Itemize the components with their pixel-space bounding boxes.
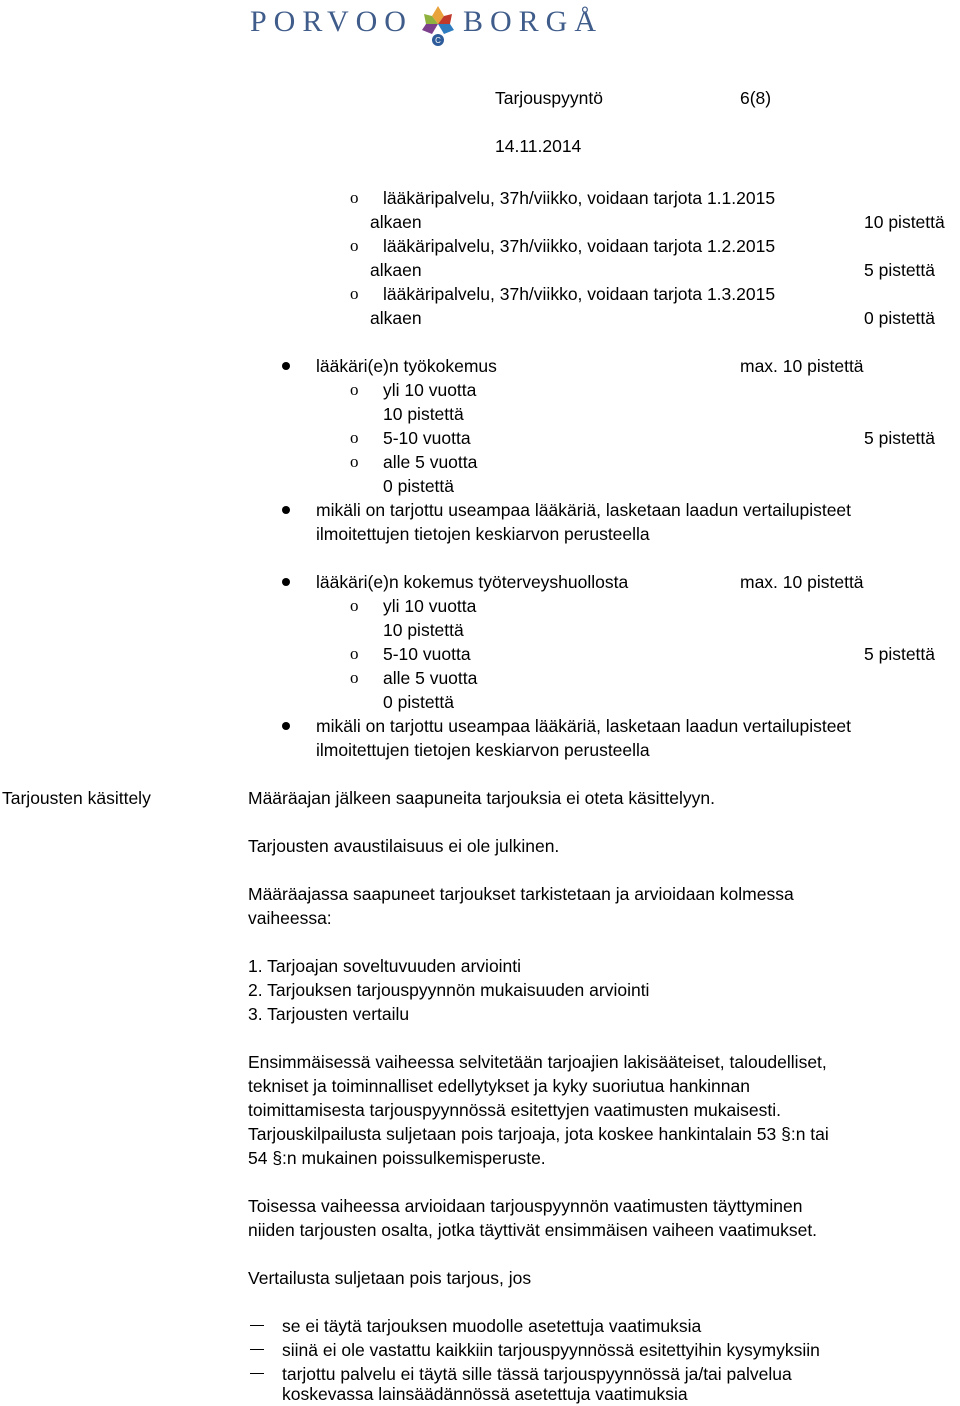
dash-list-item: tarjottu palvelu ei täytä sille tässä tarjouspyynnössä ja/tai palvelua	[282, 1364, 792, 1384]
paragraph: Määräajan jälkeen saapuneita tarjouksia ei oteta käsittelyyn.	[248, 788, 715, 808]
logo-text-borga: BORGÅ	[463, 5, 604, 38]
criteria-note: mikäli on tarjottu useampaa lääkäriä, lasketaan laadun vertailupisteet	[316, 716, 852, 736]
bullet-icon	[282, 722, 290, 730]
paragraph-line: Ensimmäisessä vaiheessa selvitetään tarjoajien lakisääteiset, taloudelliset,	[248, 1052, 827, 1072]
circle-bullet-icon: o	[350, 188, 359, 207]
points-value: 10 pistettä	[864, 212, 945, 232]
document-date: 14.11.2014	[495, 136, 582, 156]
circle-bullet-icon: o	[350, 452, 359, 471]
option-points: 0 pistettä	[383, 692, 455, 712]
dash-list-item: se ei täytä tarjouksen muodolle asetettuja vaatimuksia	[282, 1316, 702, 1336]
option-label: yli 10 vuotta	[383, 596, 477, 616]
paragraph-line: niiden tarjousten osalta, jotka täyttivät ensimmäisen vaiheen vaatimukset.	[248, 1220, 818, 1240]
circle-bullet-icon: o	[350, 236, 359, 255]
circle-bullet-icon: o	[350, 644, 359, 663]
city-emblem-icon	[418, 2, 458, 48]
max-points: max. 10 pistettä	[740, 356, 864, 376]
option-label: alle 5 vuotta	[383, 452, 478, 472]
list-item: lääkäripalvelu, 37h/viikko, voidaan tarjota 1.3.2015	[383, 284, 776, 304]
list-item: lääkäripalvelu, 37h/viikko, voidaan tarjota 1.2.2015	[383, 236, 776, 256]
option-points: 10 pistettä	[383, 404, 464, 424]
option-label: alle 5 vuotta	[383, 668, 478, 688]
circle-bullet-icon: o	[350, 284, 359, 303]
bullet-icon	[282, 362, 290, 370]
option-points: 10 pistettä	[383, 620, 464, 640]
numbered-step: 2. Tarjouksen tarjouspyynnön mukaisuuden arviointi	[248, 980, 650, 1000]
points-value: 0 pistettä	[864, 308, 936, 328]
numbered-step: 1. Tarjoajan soveltuvuuden arviointi	[248, 956, 522, 976]
section-label: Tarjousten käsittely	[2, 788, 151, 808]
list-item-continuation: alkaen	[370, 212, 422, 232]
criteria-heading: lääkäri(e)n työkokemus	[316, 356, 497, 376]
list-item-continuation: alkaen	[370, 308, 422, 328]
paragraph-line: toimittamisesta tarjouspyynnössä esitettyjen vaatimusten mukaisesti.	[248, 1100, 782, 1120]
list-item-continuation: alkaen	[370, 260, 422, 280]
paragraph-line: Toisessa vaiheessa arvioidaan tarjouspyynnön vaatimusten täyttyminen	[248, 1196, 803, 1216]
paragraph-line: tekniset ja toiminnalliset edellytykset ja kyky suoriutua hankinnan	[248, 1076, 750, 1096]
criteria-note: mikäli on tarjottu useampaa lääkäriä, lasketaan laadun vertailupisteet	[316, 500, 852, 520]
paragraph: Tarjousten avaustilaisuus ei ole julkinen.	[248, 836, 560, 856]
circle-bullet-icon: o	[350, 380, 359, 399]
option-points: 0 pistettä	[383, 476, 455, 496]
circle-bullet-icon: o	[350, 668, 359, 687]
document-title: Tarjouspyyntö	[495, 88, 603, 108]
criteria-note-continuation: ilmoitettujen tietojen keskiarvon perusteella	[316, 740, 650, 760]
circle-bullet-icon: o	[350, 428, 359, 447]
bullet-icon	[282, 506, 290, 514]
paragraph: Vertailusta suljetaan pois tarjous, jos	[248, 1268, 532, 1288]
page-number: 6(8)	[740, 88, 772, 108]
option-label: 5-10 vuotta	[383, 644, 471, 664]
paragraph-line: 54 §:n mukainen poissulkemisperuste.	[248, 1148, 546, 1168]
paragraph-continuation: vaiheessa:	[248, 908, 332, 928]
dash-bullet-icon	[250, 1349, 264, 1350]
dash-list-item: siinä ei ole vastattu kaikkiin tarjouspyynnössä esitettyihin kysymyksiin	[282, 1340, 820, 1360]
paragraph: Määräajassa saapuneet tarjoukset tarkistetaan ja arvioidaan kolmessa	[248, 884, 794, 904]
criteria-heading: lääkäri(e)n kokemus työterveyshuollosta	[316, 572, 629, 592]
circle-bullet-icon: o	[350, 596, 359, 615]
numbered-step: 3. Tarjousten vertailu	[248, 1004, 410, 1024]
paragraph-line: Tarjouskilpailusta suljetaan pois tarjoaja, jota koskee hankintalain 53 §:n tai	[248, 1124, 829, 1144]
option-label: yli 10 vuotta	[383, 380, 477, 400]
points-value: 5 pistettä	[864, 260, 936, 280]
dash-list-item-continuation: koskevassa lainsäädännössä asetettuja vaatimuksia	[282, 1384, 688, 1404]
option-points: 5 pistettä	[864, 644, 936, 664]
max-points: max. 10 pistettä	[740, 572, 864, 592]
dash-bullet-icon	[250, 1325, 264, 1326]
dash-bullet-icon	[250, 1373, 264, 1374]
criteria-note-continuation: ilmoitettujen tietojen keskiarvon perusteella	[316, 524, 650, 544]
svg-text:C: C	[435, 36, 441, 45]
logo-text-porvoo: PORVOO	[250, 5, 413, 38]
bullet-icon	[282, 578, 290, 586]
option-points: 5 pistettä	[864, 428, 936, 448]
list-item: lääkäripalvelu, 37h/viikko, voidaan tarjota 1.1.2015	[383, 188, 776, 208]
option-label: 5-10 vuotta	[383, 428, 471, 448]
